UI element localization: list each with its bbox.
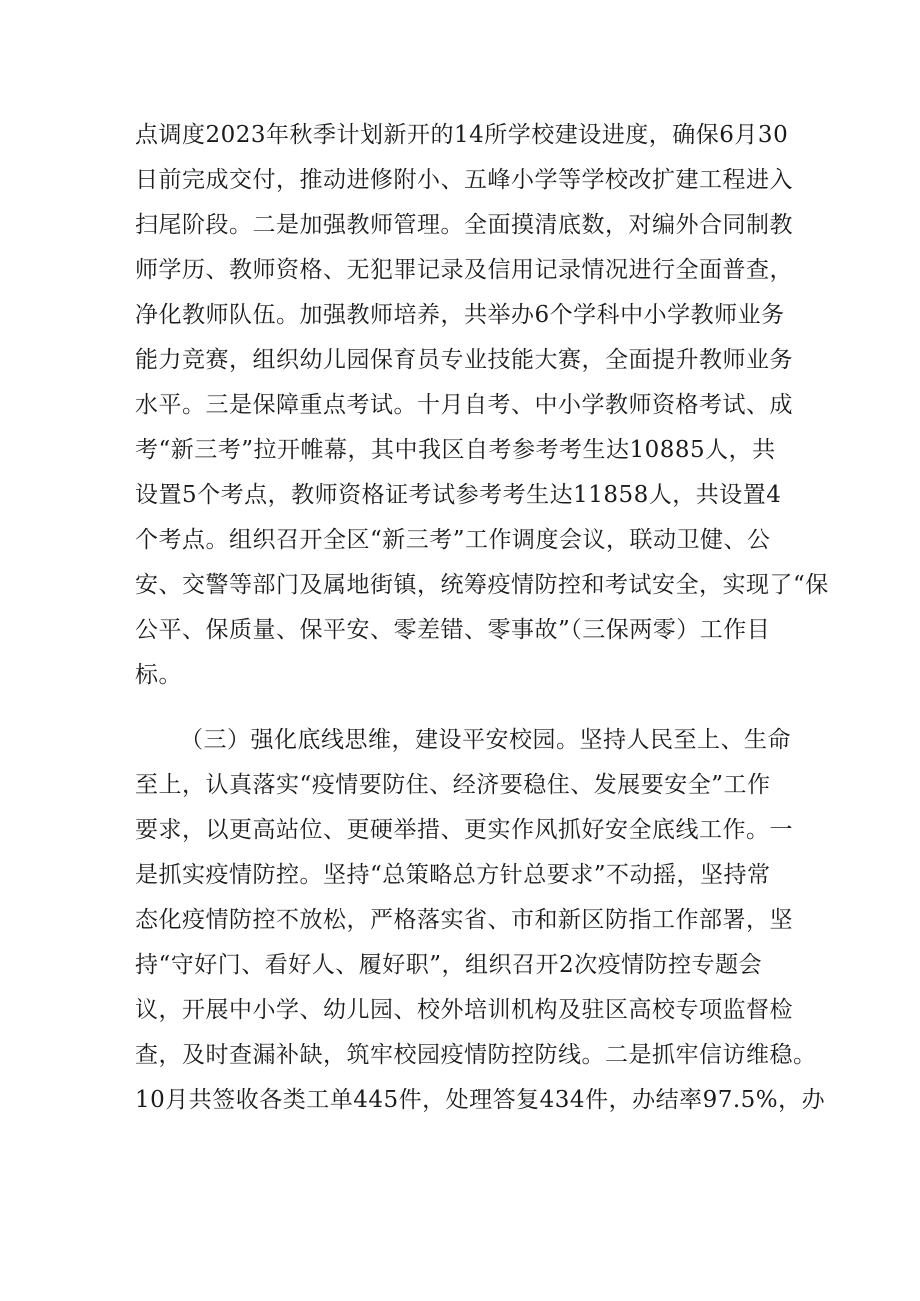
text-line: 师学历、教师资格、无犯罪记录及信用记录情况进行全面普查， <box>135 257 793 283</box>
text-line: 安、交警等部门及属地街镇，统筹疫情防控和考试安全，实现了“保 <box>135 572 829 598</box>
text-line: 态化疫情防控不放松，严格落实省、市和新区防指工作部署，坚 <box>135 907 793 933</box>
text-line: 个考点。组织召开全区“新三考”工作调度会议，联动卫健、公 <box>135 527 771 553</box>
text-line: 要求，以更高站位、更硬举措、更实作风抓好安全底线工作。一 <box>135 817 793 843</box>
text-line: 查，及时查漏补缺，筑牢校园疫情防控防线。二是抓牢信访维稳。 <box>135 1042 817 1068</box>
text-line: 净化教师队伍。加强教师培养，共举办6个学科中小学教师业务 <box>135 302 785 328</box>
text-line: 考“新三考”拉开帷幕，其中我区自考参考考生达10885人，共 <box>135 437 776 463</box>
text-line: 是抓实疫情防控。坚持“总策略总方针总要求”不动摇，坚持常 <box>135 862 771 888</box>
text-line: 能力竞赛，组织幼儿园保育员专业技能大赛，全面提升教师业务 <box>135 347 793 373</box>
text-line: 扫尾阶段。二是加强教师管理。全面摸清底数，对编外合同制教 <box>135 212 793 238</box>
text-line: 议，开展中小学、幼儿园、校外培训机构及驻区高校专项监督检 <box>135 997 793 1023</box>
section-heading-line: （三）强化底线思维，建设平安校园。坚持人民至上、生命 <box>180 727 791 753</box>
text-line: 持“守好门、看好人、履好职”，组织召开2次疫情防控专题会 <box>135 952 763 978</box>
text-line: 点调度2023年秋季计划新开的14所学校建设进度，确保6月30 <box>135 122 789 148</box>
text-line: 日前完成交付，推动进修附小、五峰小学等学校改扩建工程进入 <box>135 167 793 193</box>
text-line: 水平。三是保障重点考试。十月自考、中小学教师资格考试、成 <box>135 392 793 418</box>
text-line: 公平、保质量、保平安、零差错、零事故”（三保两零）工作目 <box>135 617 771 643</box>
text-line: 标。 <box>135 662 182 688</box>
text-line: 至上，认真落实“疫情要防住、经济要稳住、发展要安全”工作 <box>135 772 771 798</box>
text-line: 10月共签收各类工单445件，处理答复434件，办结率97.5%，办 <box>135 1087 826 1113</box>
text-line: 设置5个考点，教师资格证考试参考考生达11858人，共设置4 <box>135 482 782 508</box>
